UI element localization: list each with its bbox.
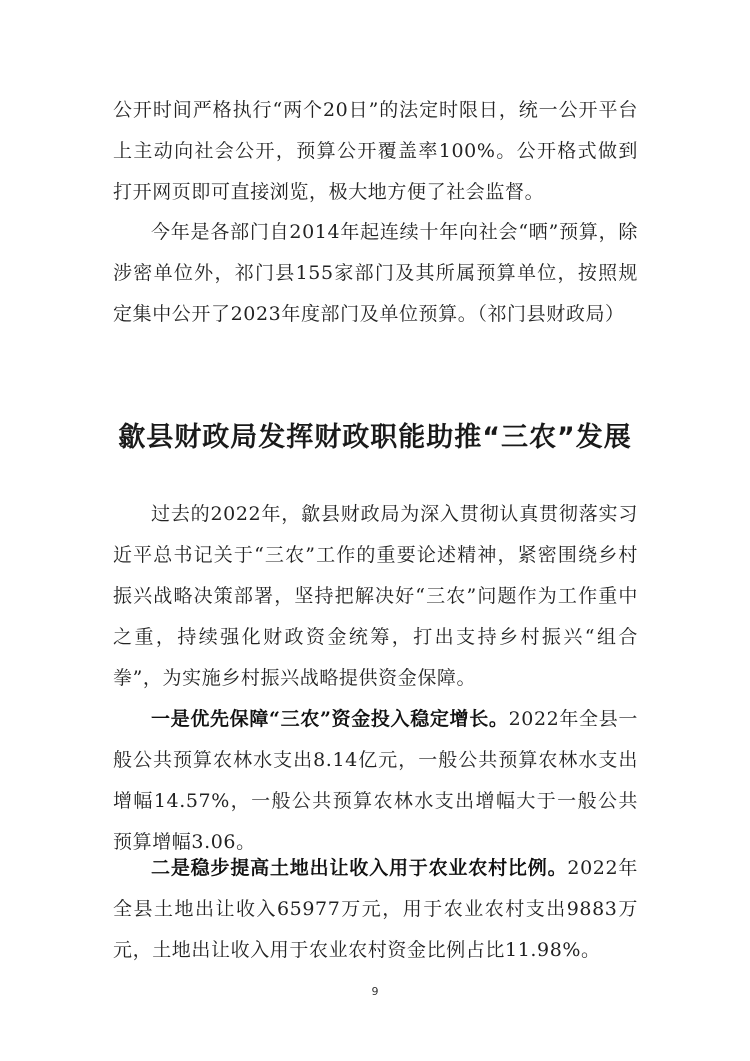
point-1-paragraph [113,699,638,863]
point-2-paragraph [113,848,638,971]
point-1-lead: 一是优先保障“三农”资金投入稳定增长。 [151,708,509,730]
continuation-paragraph-2 [113,212,638,335]
article-intro-text: 过去的2022年，歙县财政局为深入贯彻认真贯彻落实习近平总书记关于“三农”工作的重要论述精神，紧密围绕乡村振兴战略决策部署，坚持把解决好“三农”问题作为工作重中之重，持续强化财政资金统筹，打出支持乡村振兴“组合拳”，为实施乡村振兴战略提供资金保障。 [113,503,638,689]
continuation-paragraph-1 [113,90,638,213]
point-2-lead: 二是稳步提高土地出让收入用于农业农村比例。 [151,857,568,879]
continuation-text-1: 公开时间严格执行“两个20日”的法定时限日，统一公开平台上主动向社会公开，预算公开覆盖率100%。公开格式做到打开网页即可直接浏览，极大地方便了社会监督。 [113,99,638,203]
article-intro-paragraph [113,494,638,699]
continuation-text-2: 今年是各部门自2014年起连续十年向社会“晒”预算，除涉密单位外，祁门县155家部门及其所属预算单位，按照规定集中公开了2023年度部门及单位预算。（祁门县财政局） [113,221,638,325]
article-title: 歙县财政局发挥财政职能助推“三农”发展 [118,422,632,453]
page-number: 9 [371,985,379,998]
point-2-body: 2022年全县土地出让收入65977万元，用于农业农村支出9883万元，土地出让收入用于农业农村资金比例占比11.98%。 [113,857,638,961]
point-1-body: 2022年全县一般公共预算农林水支出8.14亿元，一般公共预算农林水支出增幅14.57%，一般公共预算农林水支出增幅大于一般公共预算增幅3.06。 [113,708,638,853]
